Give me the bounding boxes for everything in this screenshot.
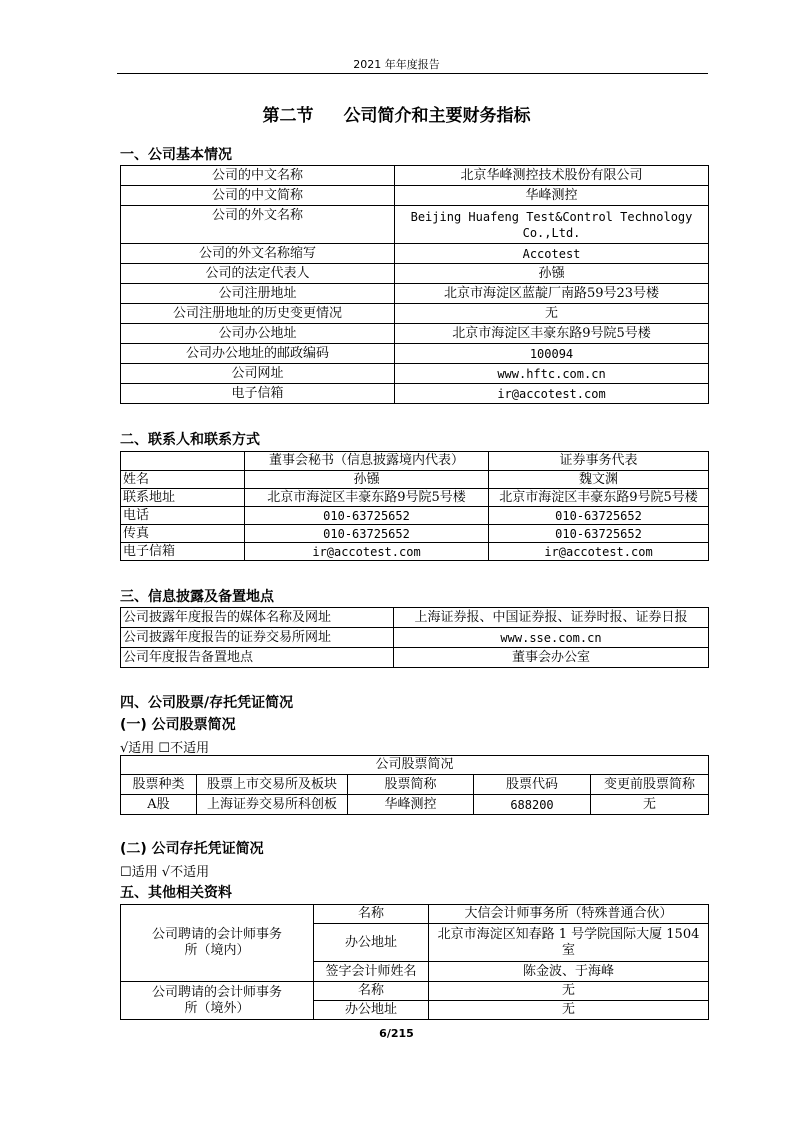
cell: 无 [591,795,709,815]
table-row [121,264,709,284]
cell: 010-63725652 [245,525,489,543]
cell: 北京市海淀区丰豪东路9号院5号楼 [489,489,709,507]
field-value: 北京华峰测控技术股份有限公司 [395,166,709,186]
section-3-heading: 三、信息披露及备置地点 [120,589,274,605]
field-label: 办公地址 [314,1001,429,1020]
email-link[interactable]: ir@accotest.com [489,543,709,561]
field-label: 姓名 [121,471,245,489]
field-value: 陈金波、于海峰 [429,962,709,982]
field-label: 名称 [314,905,429,924]
table-row [121,489,709,507]
field-label: 公司注册地址的历史变更情况 [121,304,395,324]
section-number: 第二节 [262,106,314,126]
field-label: 公司注册地址 [121,284,395,304]
field-label: 电子信箱 [121,543,245,561]
field-label: 传真 [121,525,245,543]
section-4-heading: 四、公司股票/存托凭证简况 [120,695,294,711]
domestic-auditor-label: 公司聘请的会计师事务所（境内） [121,905,314,982]
field-value: 上海证券报、中国证券报、证券时报、证券日报 [394,608,709,628]
header-cell: 证券事务代表 [489,452,709,471]
table-row [121,648,709,668]
header-cell: 股票代码 [474,775,591,795]
cell: 北京市海淀区丰豪东路9号院5号楼 [245,489,489,507]
report-header: 2021 年年度报告 [353,58,440,71]
header-divider [117,73,708,74]
field-label: 电话 [121,507,245,525]
field-label: 公司披露年度报告的证券交易所网址 [121,628,394,648]
field-label: 办公地址 [314,924,429,962]
table-row [121,206,709,244]
field-value: 北京市海淀区知春路 1 号学院国际大厦 1504 室 [429,924,709,962]
field-label: 公司的中文简称 [121,186,395,206]
disclosure-table [120,607,709,668]
table-caption: 公司股票简况 [121,756,709,775]
header-cell: 变更前股票简称 [591,775,709,795]
field-value: 大信会计师事务所（特殊普通合伙） [429,905,709,924]
cell: A股 [121,795,197,815]
header-cell: 股票种类 [121,775,197,795]
field-value: 无 [429,1001,709,1020]
header-cell: 股票简称 [348,775,474,795]
field-label: 签字会计师姓名 [314,962,429,982]
cell: 上海证券交易所科创板 [197,795,348,815]
website-link[interactable]: www.hftc.com.cn [395,364,709,384]
table-row [121,905,709,924]
field-value: 孙镪 [395,264,709,284]
field-label: 名称 [314,982,429,1001]
field-label: 公司的法定代表人 [121,264,395,284]
page-title [0,101,793,126]
email-link[interactable]: ir@accotest.com [245,543,489,561]
table-row [121,525,709,543]
applicable-indicator: ☐适用 √不适用 [120,865,210,880]
applicable-indicator: √适用 ☐不适用 [120,741,210,756]
cell: 010-63725652 [489,507,709,525]
field-label: 公司办公地址的邮政编码 [121,344,395,364]
header-cell: 董事会秘书（信息披露境内代表） [245,452,489,471]
field-value: Beijing Huafeng Test&Control Technology Co.,Ltd. [395,206,709,244]
page-number: 6/215 [379,1027,414,1040]
table-row [121,795,709,815]
table-row [121,344,709,364]
cell: 010-63725652 [245,507,489,525]
table-row [121,324,709,344]
table-row [121,304,709,324]
cell: 010-63725652 [489,525,709,543]
field-value: 华峰测控 [395,186,709,206]
field-value: 北京市海淀区丰豪东路9号院5号楼 [395,324,709,344]
table-caption-row [121,756,709,775]
table-row [121,364,709,384]
field-label: 公司披露年度报告的媒体名称及网址 [121,608,394,628]
field-value: 北京市海淀区蓝靛厂南路59号23号楼 [395,284,709,304]
field-value: 董事会办公室 [394,648,709,668]
website-link[interactable]: www.sse.com.cn [394,628,709,648]
table-header-row [121,775,709,795]
contacts-table [120,451,709,561]
field-value: 无 [395,304,709,324]
table-row [121,628,709,648]
company-basic-info-table [120,165,709,404]
section-name: 公司简介和主要财务指标 [343,106,531,126]
field-value: 100094 [395,344,709,364]
header-cell: 股票上市交易所及板块 [197,775,348,795]
table-row [121,186,709,206]
table-row [121,471,709,489]
subsection-depositary-heading: (二) 公司存托凭证简况 [120,841,264,857]
cell: 魏文渊 [489,471,709,489]
field-label: 公司的外文名称 [121,206,395,244]
field-label: 电子信箱 [121,384,395,404]
field-label: 公司的中文名称 [121,166,395,186]
cell: 华峰测控 [348,795,474,815]
email-link[interactable]: ir@accotest.com [395,384,709,404]
table-row [121,982,709,1001]
cell: 孙镪 [245,471,489,489]
table-row [121,608,709,628]
table-row [121,507,709,525]
overseas-auditor-label: 公司聘请的会计师事务所（境外） [121,982,314,1020]
field-label: 公司办公地址 [121,324,395,344]
section-5-heading: 五、其他相关资料 [120,885,232,901]
field-value: Accotest [395,244,709,264]
table-row [121,244,709,264]
field-label: 联系地址 [121,489,245,507]
field-label: 公司的外文名称缩写 [121,244,395,264]
section-2-heading: 二、联系人和联系方式 [120,432,260,448]
header-cell [121,452,245,471]
section-1-heading: 一、公司基本情况 [120,147,232,163]
subsection-stock-heading: (一) 公司股票简况 [120,717,236,733]
table-row [121,284,709,304]
table-row [121,384,709,404]
auditor-table [120,904,709,1020]
stock-info-table [120,755,709,815]
field-value: 无 [429,982,709,1001]
table-row [121,543,709,561]
field-label: 公司网址 [121,364,395,384]
cell: 688200 [474,795,591,815]
table-row [121,166,709,186]
field-label: 公司年度报告备置地点 [121,648,394,668]
table-header-row [121,452,709,471]
